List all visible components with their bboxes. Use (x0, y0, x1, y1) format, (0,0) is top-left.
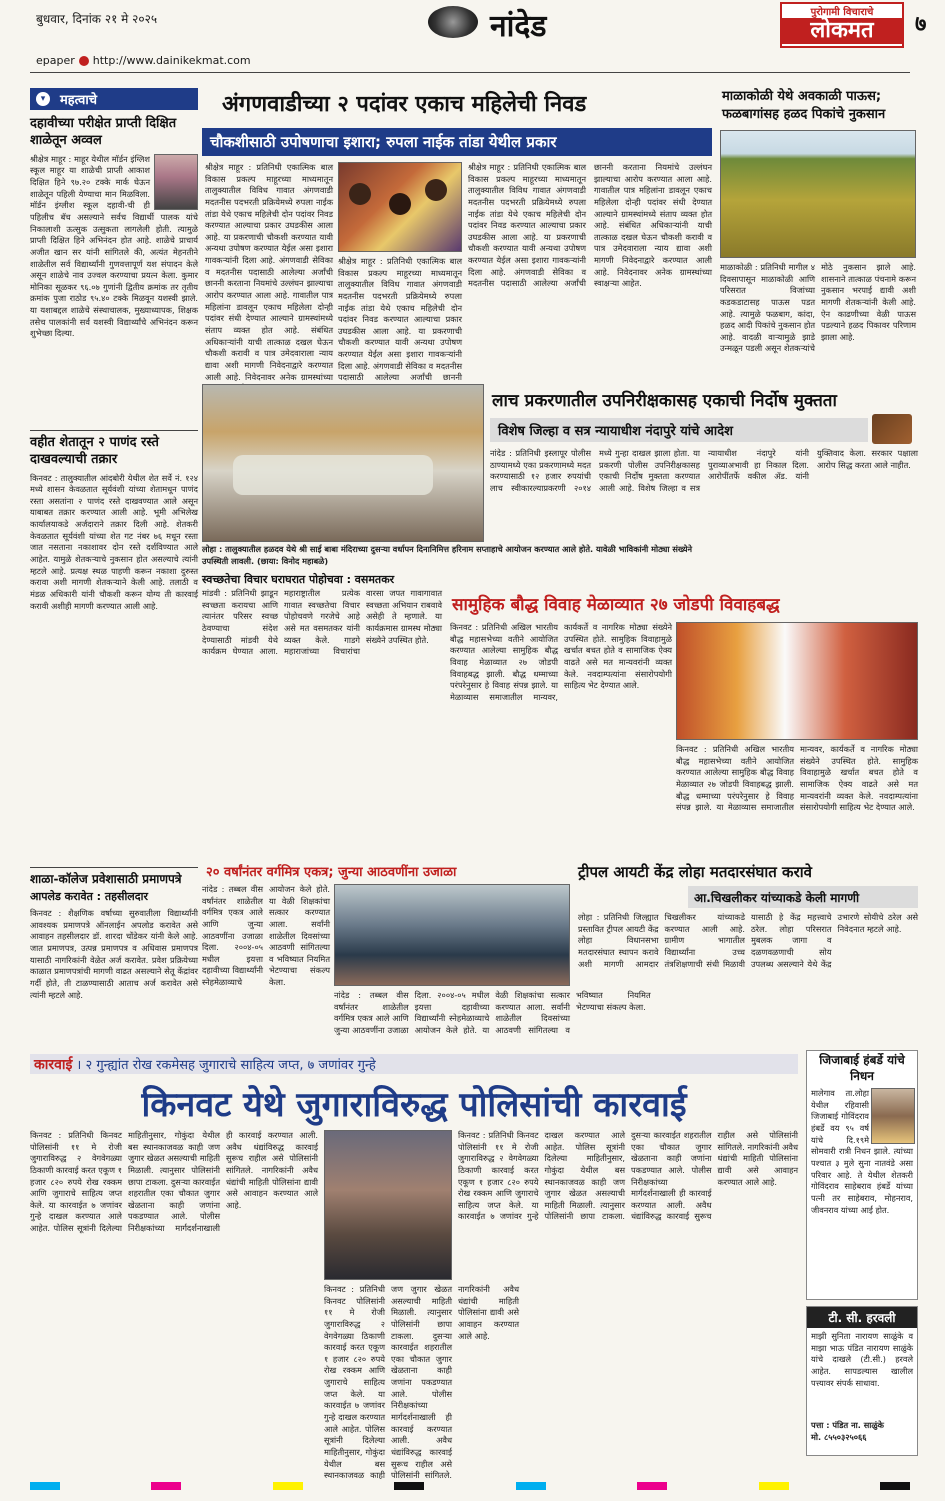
ad-body: माझी सुनिता नारायण साळुंके व माझा भाऊ पंडित नारायण साळुंके यांचे दाखले (टी.सी.) हरवले आहेत. सापडल्यास खालील पत्त्यावर संपर्क साधावा. (811, 1331, 913, 1388)
kinwat-headline: किनवट येथे जुगाराविरुद्ध पोलिसांची कारवाई (141, 1085, 687, 1125)
ad-title: टी. सी. हरवली (807, 1307, 917, 1328)
weather-body: माळाकोळी : प्रतिनिधी मागील ४ दिवसापासून माळाकोळी आणि परिसरात विजांच्या कडकडाटासह पाऊस पडत आहे. त्यामुळे फळबाग, कांदा, हळद आदी पिकांचे नुकसान होत आहे. वादळी वाऱ्यामुळे झाडे उन्मळून पडली असून शेतकऱ्यांचे मोठे नुकसान झाले आहे. शासनाने तात्काळ पंचनामे करून नुकसान भरपाई द्यावी अशी मागणी शेतकऱ्यांनी केली आहे. ऐन काढणीच्या वेळी पाऊस पडल्याने हळद पिकावर परिणाम झाला आहे. (720, 262, 916, 354)
bribery-body: नांदेड : प्रतिनिधी इस्लापूर पोलीस ठाण्यामध्ये एका प्रकरणामध्ये मदत करण्यासाठी १२ हजार रुपयांची लाच स्वीकारल्याप्रकरणी २०१४ मध्ये गुन्हा दाखल झाला होता. या प्रकरणी पोलीस उपनिरीक्षकासह एकाची निर्दोष मुक्तता करण्यात आली आहे. विशेष जिल्हा व सत्र न्यायाधीश नंदापुरे यांनी पुराव्याअभावी हा निकाल दिला. आरोपींतर्फे वकील ॲड. यांनी युक्तिवाद केला. सरकार पक्षाला आरोप सिद्ध करता आले नाहीत. (490, 448, 918, 493)
black-swatch (880, 1482, 910, 1490)
story-heading: दहावीच्या परीक्षेत प्राप्ती दिक्षित शाळेतून अव्वल (30, 116, 177, 148)
masthead-city: नांदेड (490, 9, 547, 44)
bribery-headline: लाच प्रकरणातील उपनिरीक्षकासह एकाची निर्दोष मुक्तता (492, 391, 837, 411)
story-heading: शाळा-कॉलेज प्रवेशासाठी प्रमाणपत्रे (30, 871, 182, 886)
bribery-subhead: विशेष जिल्हा व सत्र न्यायाधीश नंदापुरे यांचे आदेश (498, 424, 733, 439)
bribery-subhead-bar (490, 418, 868, 442)
sidebar-title-bar (30, 88, 198, 110)
cyan-swatch (516, 1482, 546, 1490)
main-subhead: चौकशीसाठी उपोषणाचा इशारा; रुपला नाईक तांडा येथील प्रकार (210, 133, 557, 151)
student-photo (154, 154, 198, 210)
masthead-divider (30, 72, 910, 73)
masthead (0, 0, 945, 78)
tripleit-subhead: आ.चिखलीकर यांच्याकडे केली मागणी (694, 890, 860, 905)
vivah-body: किनवट : प्रतिनिधी अखिल भारतीय बौद्ध महासभेच्या वतीने आयोजित करण्यात आलेल्या सामुहिक बौद्ध विवाह मेळाव्यात २७ जोडपी विवाहबद्ध झाली. बौद्ध धम्माच्या परंपरेनुसार हे विवाह संपन्न झाले. या मेळाव्यास समाजातील मान्यवर, कार्यकर्ते व नागरिक मोठ्या संख्येने उपस्थित होते. सामुहिक विवाहामुळे खर्चात बचत होते व सामाजिक ऐक्य वाढते असे मत मान्यवरांनी व्यक्त केले. नवदाम्पत्यांना संसारोपयोगी साहित्य भेट देण्यात आले. (450, 622, 672, 702)
kinwat-strap (30, 1054, 798, 1074)
crop-photo (720, 130, 916, 258)
story-subheading: आपलेड करावेत : तहसीलदार (30, 890, 148, 904)
story-heading: वहीत शेतातून २ पाणंद रस्ते दाखवल्याची तक्रार (30, 434, 159, 467)
tripleit-body: लोहा : प्रतिनिधी जिल्ह्यात प्रस्तावित ट्रीपल आयटी केंद्र लोहा विधानसभा मतदारसंघात स्थापन करावे अशी मागणी आमदार चिखलीकर यांच्याकडे करण्यात आली आहे. ग्रामीण भागातील विद्यार्थ्यांना उच्च तंत्रशिक्षणाची संधी मिळावी यासाठी हे केंद्र महत्त्वाचे ठरेल. लोहा परिसरात मुबलक जागा व दळणवळणाची सोय उपलब्ध असल्याने येथे केंद्र उभारणे सोयीचे ठरेल असे निवेदनात म्हटले आहे. (578, 912, 918, 969)
story-body: श्रीक्षेत्र माहूर : माहूर येथील मॉर्डन इंग्लिश स्कूल माहूर या शाळेची प्राप्ती आकाश दिक्षित हिने ९७.२० टक्के मार्क घेऊन शाळेतून पहिली येण्याचा मान मिळविला. मॉर्डन इंग्लीश स्कूल दहावी-ची ही पहिलीच बॅच असल्याने सर्वच विद्यार्थी पालक यांचे निकालाशी ऊत्सुक उत्सुकता लागलेली होती. त्यामुळे प्राप्ती दिक्षित हिने अभिनंदन होत आहे. शाळेचे प्राचार्य अजीत खान सर यांनी सांगितले की, अत्यंत मेहनतीने शाळेतील सर्व विद्यार्थ्यांनी गुणवत्तापूर्ण यश संपादन केले असून शाळेचे नाव उज्वल करण्याचा प्रयत्न केला. कुमार मोनिका सूळकर ९६.०७ गुणांनी द्वितीय क्रमांक तर तृतीय क्रमांक पुजा राठोड ९५.४० टक्के मिळवून यशस्वी झाले. या यशाबद्दल शाळेचे संस्थाचालक, मुख्याध्यापक, शिक्षक तसेच पालकांनी सर्व यशस्वी विद्यार्थ्यांचे अभिनंदन करून शुभेच्छा दिल्या. (30, 153, 198, 339)
epaper-label: epaper (36, 54, 75, 67)
obituary-box (806, 1050, 918, 1300)
magenta-swatch (151, 1482, 181, 1490)
ad-phone: मो. ८५५०३२५०६६ (811, 1431, 867, 1442)
ad-contact: पत्ता : पंडित ना. साळुंके (811, 1420, 884, 1430)
alumni-body: नांदेड : तब्बल वीस वर्षांनंतर शाळेतील वर्गमित्र एकत्र आले आणि जुन्या आठवणींना उजाळा दिला. २००४-०५ मधील इयत्ता दहावीच्या विद्यार्थ्यांनी स्नेहमेळाव्याचे आयोजन केले होते. या वेळी शिक्षकांचा सत्कार करण्यात आला. सर्वांनी शाळेतील दिवसांच्या आठवणी सांगितल्या व भविष्यात नियमित भेटण्याचा संकल्प केला. (202, 884, 330, 988)
chevron-down-icon: ▾ (36, 92, 50, 106)
main-story-body-left: श्रीक्षेत्र माहूर : प्रतिनिधी एकात्मिक बाल विकास प्रकल्प माहूरच्या माध्यमातून तालुक्यातील विविध गावात अंगणवाडी मदतनीस पदभरती प्रक्रियेमध्ये रुपला नाईक तांडा येथे एकाच महिलेची दोन पदांवर निवड करण्यात आल्याचा प्रकार उघडकीस आला आहे. या प्रकरणाची चौकशी करण्यात यावी अन्यथा उपोषण करण्यात येईल असा इशारा गावकऱ्यांनी दिला आहे. अंगणवाडी सेविका व मदतनीस पदासाठी आलेल्या अर्जांची छाननी करताना नियमांचे उल्लंघन झाल्याचा आरोप करण्यात आला आहे. गावातील पात्र महिलांना डावलून एकाच महिलेला दोन्ही पदांवर संधी देण्यात आल्याने ग्रामस्थांमध्ये संताप व्यक्त होत आहे. संबंधित अधिकाऱ्यांनी याची तात्काळ दखल घेऊन चौकशी करावी व पात्र उमेदवाराला न्याय द्यावा अशी मागणी निवेदनाद्वारे करण्यात आली आहे. निवेदनावर अनेक ग्रामस्थांच्या (205, 162, 333, 382)
print-registration-bar (30, 1482, 910, 1492)
crest-icon (428, 6, 478, 38)
main-headline: अंगणवाडीच्या २ पदांवर एकाच महिलेची निवड (222, 92, 587, 117)
main-story-body-mid: श्रीक्षेत्र माहूर : प्रतिनिधी एकात्मिक बाल विकास प्रकल्प माहूरच्या माध्यमातून तालुक्यातील विविध गावात अंगणवाडी मदतनीस पदभरती प्रक्रियेमध्ये रुपला नाईक तांडा येथे एकाच महिलेची दोन पदांवर निवड करण्यात आल्याचा प्रकार उघडकीस आला आहे. या प्रकरणाची चौकशी करण्यात यावी अन्यथा उपोषण करण्यात येईल असा इशारा गावकऱ्यांनी दिला आहे. अंगणवाडी सेविका व मदतनीस पदासाठी आलेल्या अर्जांची छाननी (338, 256, 462, 383)
masthead-date: बुधवार, दिनांक २१ मे २०२५ (36, 12, 158, 26)
vivah-body-continued: किनवट : प्रतिनिधी अखिल भारतीय बौद्ध महासभेच्या वतीने आयोजित करण्यात आलेल्या सामुहिक बौद्ध विवाह मेळाव्यात २७ जोडपी विवाहबद्ध झाली. बौद्ध धम्माच्या परंपरेनुसार हे विवाह संपन्न झाले. या मेळाव्यास समाजातील मान्यवर, कार्यकर्ते व नागरिक मोठ्या संख्येने उपस्थित होते. सामुहिक विवाहामुळे खर्चात बचत होते व सामाजिक ऐक्य वाढते असे मत मान्यवरांनी व्यक्त केले. नवदाम्पत्यांना संसारोपयोगी साहित्य भेट देण्यात आले. (676, 744, 918, 813)
cyan-swatch (30, 1482, 60, 1490)
brand-logo: लोकमत (782, 18, 902, 44)
story-body: किनवट : शैक्षणिक वर्षाच्या सुरुवातीला विद्यार्थ्यांनी आवश्यक प्रमाणपत्रे ऑनलाईन अपलोड करावेत असे आवाहन तहसीलदार डॉ. शारदा चोंडेकर यांनी केले आहे. जात प्रमाणपत्र, उत्पन्न प्रमाणपत्र व अधिवास प्रमाणपत्र यासाठी नागरिकांनी वेळेत अर्ज करावेत. प्रवेश प्रक्रियेच्या काळात प्रमाणपत्रांची मागणी वाढत असल्याने सेतू केंद्रांवर गर्दी होते, ती टाळण्यासाठी आताच अर्ज करावेत असे त्यांनी म्हटले आहे. (30, 908, 198, 1000)
main-story-body-right: श्रीक्षेत्र माहूर : प्रतिनिधी एकात्मिक बाल विकास प्रकल्प माहूरच्या माध्यमातून तालुक्यातील विविध गावात अंगणवाडी मदतनीस पदभरती प्रक्रियेमध्ये रुपला नाईक तांडा येथे एकाच महिलेची दोन पदांवर निवड करण्यात आल्याचा प्रकार उघडकीस आला आहे. या प्रकरणाची चौकशी करण्यात यावी अन्यथा उपोषण करण्यात येईल असा इशारा गावकऱ्यांनी दिला आहे. अंगणवाडी सेविका व मदतनीस पदासाठी आलेल्या अर्जांची छाननी करताना नियमांचे उल्लंघन झाल्याचा आरोप करण्यात आला आहे. गावातील पात्र महिलांना डावलून एकाच महिलेला दोन्ही पदांवर संधी देण्यात आल्याने ग्रामस्थांमध्ये संताप व्यक्त होत आहे. संबंधित अधिकाऱ्यांनी याची तात्काळ दखल घेऊन चौकशी करावी व पात्र उमेदवाराला न्याय द्यावा अशी मागणी निवेदनाद्वारे करण्यात आली आहे. निवेदनावर अनेक ग्रामस्थांच्या स्वाक्षऱ्या आहेत. (468, 162, 712, 289)
vivah-headline: सामुहिक बौद्ध विवाह मेळाव्यात २७ जोडपी विवाहबद्ध (452, 595, 780, 615)
kinwat-strap-text: । २ गुन्ह्यांत रोख रकमेसह जुगाराचे साहित्य जप्त, ७ जणांवर गुन्हे (76, 1058, 376, 1073)
divider (30, 430, 198, 431)
story-body: किनवट : तालुक्यातील आंदबोरी येथील शेत सर्वे नं. १२४ मध्ये शासन केवळतात सूर्यवंशी यांच्या शेतामधून पाणंद रस्ता असतांना २ पाणंद रस्ते दाखवण्यात आले असून याबाबत तक्रार करण्यात आली आहे. भूमी अभिलेख कार्यालयाकडे अर्जदाराने तक्रार दिली आहे. शेतकरी केवळतात सूर्यवंशी यांच्या शेत गट नंबर ७६ मधून रस्ता जात नसताना नकाशावर दोन रस्ते दर्शविण्यात आले आहेत. यामुळे शेतकऱ्याचे नुकसान होत असल्याचे त्यांनी म्हटले आहे. प्रत्यक्ष स्थळ पाहणी करून नकाशा दुरुस्त करावा अशी मागणी शेतकऱ्याने केली आहे. तलाठी व मंडळ अधिकारी यांनी चौकशी करून योग्य ती कारवाई करावी अशीही मागणी करण्यात आली आहे. (30, 472, 198, 611)
epaper-link[interactable] (36, 54, 251, 67)
epaper-url: http://www.dainikekmat.com (92, 54, 251, 67)
police-raid-photo (324, 1130, 452, 1280)
obituary-title: जिजाबाई हंबर्डे यांचे निधन (819, 1053, 905, 1083)
tc-lost-ad (806, 1306, 918, 1456)
alumni-body-continued: नांदेड : तब्बल वीस वर्षांनंतर शाळेतील वर्गमित्र एकत्र आले आणि जुन्या आठवणींना उजाळा दिला. २००४-०५ मधील इयत्ता दहावीच्या विद्यार्थ्यांनी स्नेहमेळाव्याचे आयोजन केले होते. या वेळी शिक्षकांचा सत्कार करण्यात आला. सर्वांनी शाळेतील दिवसांच्या आठवणी सांगितल्या व भविष्यात नियमित भेटण्याचा संकल्प केला. (334, 990, 651, 1035)
yellow-swatch (759, 1482, 789, 1490)
weather-headline: माळाकोळी येथे अवकाळी पाऊस; फळबागांसह हळद पिकांचे नुकसान (722, 89, 886, 122)
divider (30, 867, 198, 868)
obituary-portrait (871, 1088, 915, 1144)
black-swatch (394, 1482, 424, 1490)
photo-caption: लोहा : तालुक्यातील हळदव येथे श्री साई बाबा मंदिराच्या दुसऱ्या वर्धापन दिनानिमित्त हरिनाम सप्ताहाचे आयोजन करण्यात आले होते. यावेळी भाविकांनी मोठ्या संख्येने उपस्थिती लावली. (छाया: विनोद महाबळे) (202, 544, 692, 566)
kinwat-body-mid: किनवट : प्रतिनिधी किनवट पोलिसांनी ११ मे रोजी जुगाराविरुद्ध २ वेगवेगळ्या ठिकाणी कारवाई करत एकूण १ हजार ८२० रुपये रोख रक्कम आणि जुगाराचे साहित्य जप्त केले. या कारवाईत ७ जणांवर गुन्हे दाखल करण्यात आले आहेत. पोलिस सूत्रांनी दिलेल्या माहितीनुसार, गोकुंदा येथील बस स्थानकाजवळ काही जण जुगार खेळत असल्याची माहिती मिळाली. त्यानुसार पोलिसांनी छापा टाकला. दुसऱ्या कारवाईत शहरातील एका चौकात जुगार खेळताना काही जणांना पकडण्यात आले. पोलीस निरीक्षकांच्या मार्गदर्शनाखाली ही कारवाई करण्यात आली. अवैध धंद्यांविरुद्ध कारवाई सुरूच राहील असे पोलिसांनी सांगितले. नागरिकांनी अवैध धंद्यांची माहिती पोलिसांना द्यावी असे आवाहन करण्यात आले आहे. (324, 1284, 519, 1481)
wedding-photo (676, 622, 918, 740)
kinwat-body-left: किनवट : प्रतिनिधी किनवट पोलिसांनी ११ मे रोजी जुगाराविरुद्ध २ वेगवेगळ्या ठिकाणी कारवाई करत एकूण १ हजार ८२० रुपये रोख रक्कम आणि जुगाराचे साहित्य जप्त केले. या कारवाईत ७ जणांवर गुन्हे दाखल करण्यात आले आहेत. पोलिस सूत्रांनी दिलेल्या माहितीनुसार, गोकुंदा येथील बस स्थानकाजवळ काही जण जुगार खेळत असल्याची माहिती मिळाली. त्यानुसार पोलिसांनी छापा टाकला. दुसऱ्या कारवाईत शहरातील एका चौकात जुगार खेळताना काही जणांना पकडण्यात आले. पोलीस निरीक्षकांच्या मार्गदर्शनाखाली ही कारवाई करण्यात आली. अवैध धंद्यांविरुद्ध कारवाई सुरूच राहील असे पोलिसांनी सांगितले. नागरिकांनी अवैध धंद्यांची माहिती पोलिसांना द्यावी असे आवाहन करण्यात आले आहे. (30, 1130, 318, 1234)
tripleit-subhead-bar (688, 886, 918, 908)
tripleit-headline: ट्रीपल आयटी केंद्र लोहा मतदारसंघात करावे (578, 863, 812, 881)
kinwat-kicker: कारवाई (34, 1056, 73, 1073)
alumni-group-photo (334, 884, 570, 986)
alumni-headline: २० वर्षांनंतर वर्गमित्र एकत्र; जुन्या आठवणींना उजाळा (206, 865, 457, 880)
brand-tagline: पुरोगामी विचाराचे (810, 7, 874, 18)
swachhata-headline: स्वच्छतेचा विचार घराघरात पोहोचवा : वसमतकर (202, 573, 395, 586)
anganwadi-photo (338, 162, 462, 252)
page-number: ७ (915, 12, 927, 37)
kinwat-body-right: किनवट : प्रतिनिधी किनवट पोलिसांनी ११ मे रोजी जुगाराविरुद्ध २ वेगवेगळ्या ठिकाणी कारवाई करत एकूण १ हजार ८२० रुपये रोख रक्कम आणि जुगाराचे साहित्य जप्त केले. या कारवाईत ७ जणांवर गुन्हे दाखल करण्यात आले आहेत. पोलिस सूत्रांनी दिलेल्या माहितीनुसार, गोकुंदा येथील बस स्थानकाजवळ काही जण जुगार खेळत असल्याची माहिती मिळाली. त्यानुसार पोलिसांनी छापा टाकला. दुसऱ्या कारवाईत शहरातील एका चौकात जुगार खेळताना काही जणांना पकडण्यात आले. पोलीस निरीक्षकांच्या मार्गदर्शनाखाली ही कारवाई करण्यात आली. अवैध धंद्यांविरुद्ध कारवाई सुरूच राहील असे पोलिसांनी सांगितले. नागरिकांनी अवैध धंद्यांची माहिती पोलिसांना द्यावी असे आवाहन करण्यात आले आहे. (458, 1130, 798, 1222)
main-subhead-bar (202, 128, 712, 156)
brand-block (780, 2, 904, 48)
globe-icon (79, 56, 89, 66)
yellow-swatch (273, 1482, 303, 1490)
magenta-swatch (637, 1482, 667, 1490)
temple-event-photo (202, 384, 484, 542)
obituary-body: मालेगाव ता.लोहा येथील रहिवासी जिजाबाई गोविंदराव हंबर्डे वय ९५ वर्ष यांचे दि.१९मे सोमवारी रात्री निधन झाले. त्यांच्या पश्चात ३ मुले सुना नातवंडे असा परिवार आहे. ते येथील शेतकरी गोविंदराव साहेबराव हंबर्डे यांच्या पत्नी तर साहेबराव, मोहनराव, जीवनराव यांच्या आई होत. (811, 1088, 913, 1215)
gavel-icon (872, 414, 912, 444)
sidebar-section-title: महत्वाचे (60, 93, 97, 108)
swachhata-body: मांडवी : प्रतिनिधी झाडून स्वच्छता करायचा आणि त्यानंतर परिसर स्वच्छ ठेवण्याचा संदेश देण्यासाठी मांडवी येथे कार्यक्रम घेण्यात आला. महाराष्ट्रातील प्रत्येक गावात स्वच्छतेचा विचार पोहोचवणे गरजेचे आहे असे मत वसमतकर यांनी व्यक्त केले. गाडगे महाराजांच्या विचारांचा वारसा जपत गावागावात स्वच्छता अभियान राबवावे असेही ते म्हणाले. या कार्यक्रमास ग्रामस्थ मोठ्या संख्येने उपस्थित होते. (202, 588, 442, 657)
